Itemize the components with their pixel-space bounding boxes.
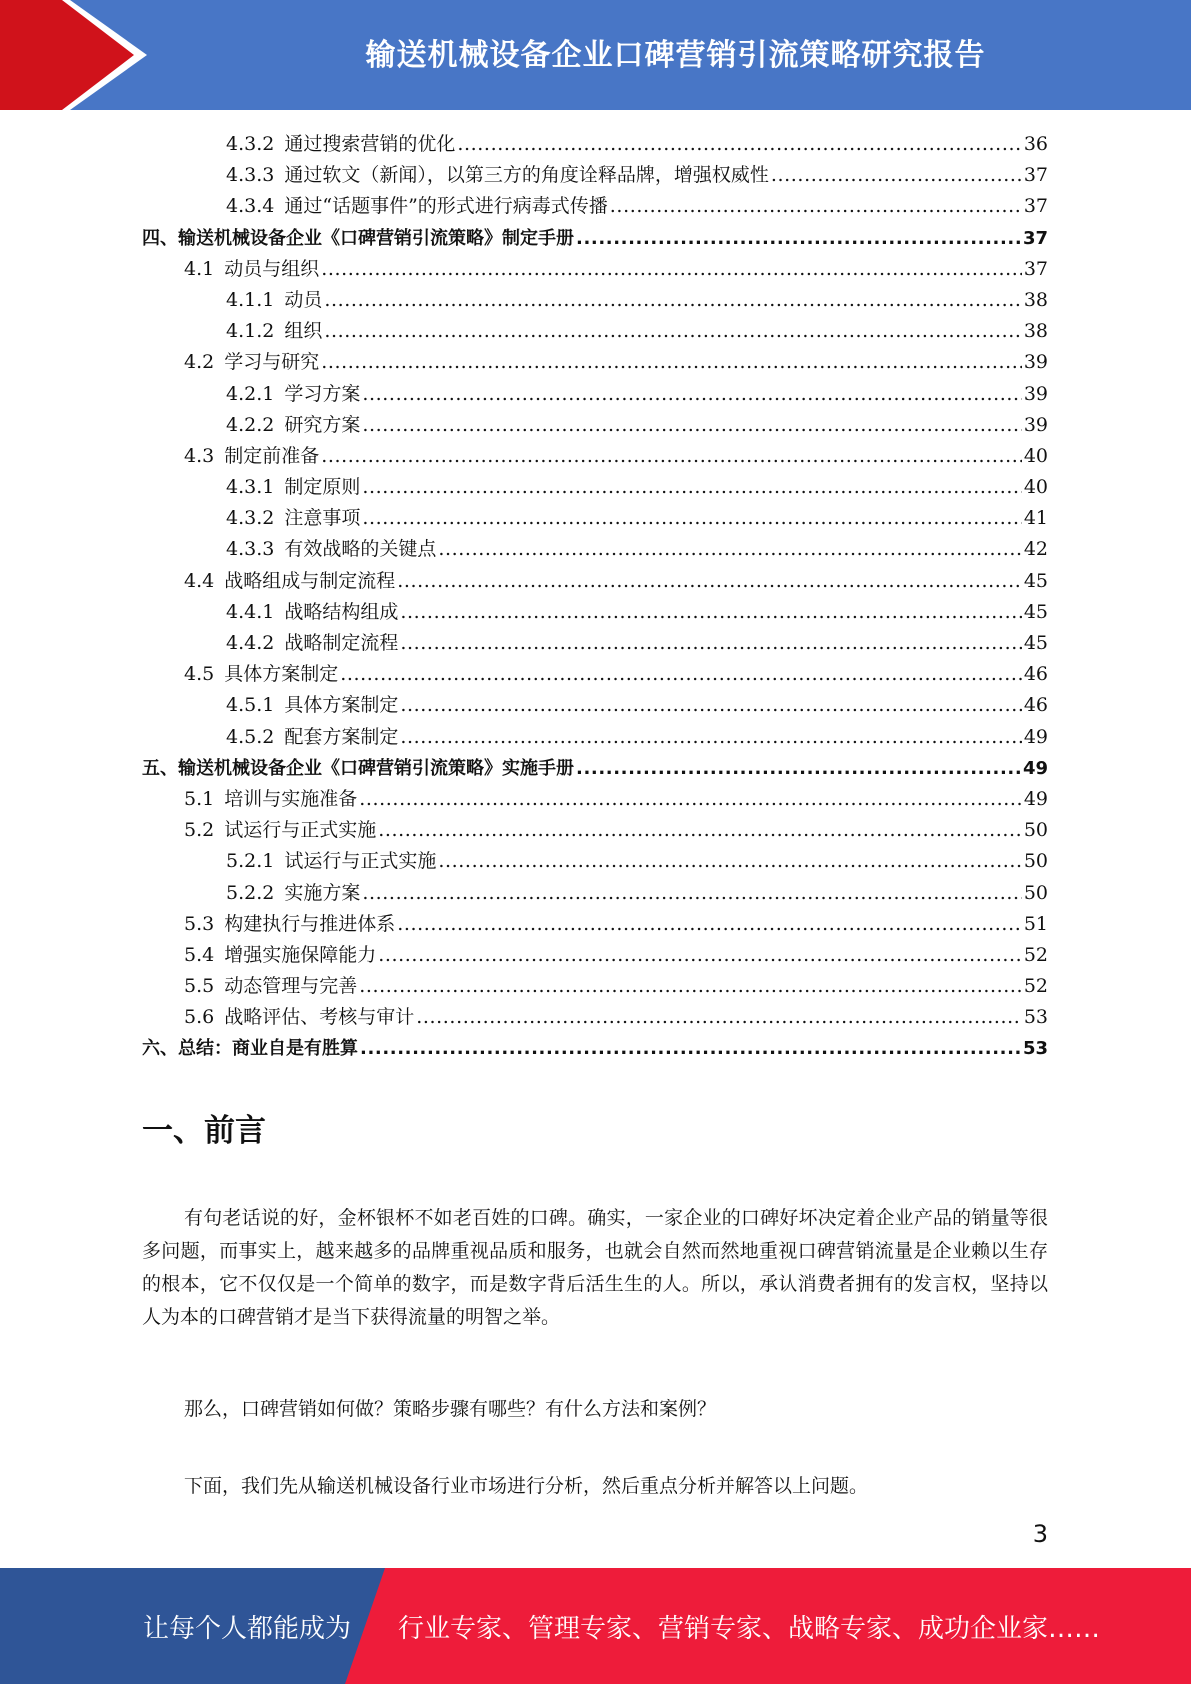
toc-entry-page: 52: [1023, 975, 1048, 998]
toc-entry-number: 4.2: [184, 351, 215, 374]
toc-entry-page: 37: [1023, 164, 1048, 187]
toc-entry[interactable]: [142, 722, 1048, 753]
toc-entry-title: 战略组成与制定流程: [224, 569, 396, 592]
toc-entry-page: 37: [1023, 195, 1048, 218]
toc-entry-title: 有效战略的关键点: [284, 538, 437, 561]
toc-entry-title: 通过搜索营销的优化: [284, 133, 456, 155]
toc-leader-dots: [438, 846, 1021, 877]
toc-leader-dots: [321, 254, 1022, 285]
toc-entry-number: 5.1: [184, 787, 215, 810]
toc-leader-dots: [771, 160, 1022, 191]
toc-entry-number: 5.2.2: [226, 881, 275, 904]
body-paragraph: 那么，口碑营销如何做？策略步骤有哪些？有什么方法和案例？: [184, 1398, 717, 1420]
toc-entry-page: 40: [1023, 476, 1048, 499]
toc-entry-title: 构建执行与推进体系: [224, 912, 396, 935]
toc-entry-page: 46: [1023, 694, 1048, 717]
toc-entry[interactable]: [142, 659, 1048, 690]
toc-entry[interactable]: [142, 566, 1048, 597]
toc-entry-number: 4.5.2: [226, 725, 275, 748]
toc-entry-title: 增强实施保障能力: [224, 943, 377, 966]
toc-entry[interactable]: [142, 472, 1048, 503]
toc-entry-title: 战略评估、考核与审计: [224, 1006, 415, 1029]
footer-slogan-right: 行业专家、管理专家、营销专家、战略专家、成功企业家……: [398, 1614, 1101, 1644]
toc-entry-page: 53: [1023, 1006, 1048, 1029]
toc-entry-number: 4.5: [184, 663, 215, 686]
toc-entry-number: 5.2.1: [226, 850, 275, 873]
toc-entry-page: 39: [1023, 382, 1048, 405]
toc-leader-dots: [576, 223, 1021, 254]
toc-entry-page: 49: [1022, 757, 1048, 779]
toc-entry-number: 4.3.4: [226, 195, 275, 218]
table-of-contents: [142, 129, 1048, 1065]
toc-entry[interactable]: [142, 690, 1048, 721]
toc-entry-page: 40: [1023, 444, 1048, 467]
toc-entry[interactable]: [142, 441, 1048, 472]
toc-entry-page: 41: [1023, 507, 1048, 530]
toc-entry[interactable]: [142, 410, 1048, 441]
toc-entry-number: 5.6: [184, 1006, 215, 1029]
toc-leader-dots: [324, 285, 1021, 316]
toc-entry-number: 4.3.2: [226, 133, 275, 155]
toc-entry[interactable]: [142, 534, 1048, 565]
toc-entry-number: 5.3: [184, 912, 215, 935]
page-footer: [0, 1568, 1191, 1684]
toc-entry-number: 4.2.2: [226, 413, 275, 436]
toc-entry[interactable]: [142, 191, 1048, 222]
toc-entry-title: 通过软文（新闻），以第三方的角度诠释品牌，增强权威性: [284, 164, 769, 187]
toc-entry-number: 4.3: [184, 444, 215, 467]
toc-entry-title: 学习方案: [284, 382, 361, 405]
toc-entry-page: 50: [1023, 881, 1048, 904]
toc-leader-dots: [438, 534, 1021, 565]
page-header: [0, 0, 1191, 110]
toc-entry-title: 具体方案制定: [284, 694, 399, 717]
document-title: 输送机械设备企业口碑营销引流策略研究报告: [365, 38, 986, 73]
body-paragraph: 有句老话说的好，金杯银杯不如老百姓的口碑。确实，一家企业的口碑好坏决定着企业产品的销量等很多问题，而事实上，越来越多的品牌重视品质和服务，也就会自然而然地重视口碑营销流量是企业赖以生存的根本，它不仅仅是一个简单的数字，而是数字背后活生生的人。所以，承认消费者拥有的发言权，坚持以人为本的口碑营销才是当下获得流量的明智之举。: [142, 1207, 1048, 1328]
toc-entry-page: 50: [1023, 819, 1048, 842]
toc-entry-number: 4.4.1: [226, 600, 275, 623]
toc-entry-title: 组织: [284, 320, 323, 343]
toc-entry-page: 51: [1023, 912, 1048, 935]
toc-entry-number: 4.3.3: [226, 538, 275, 561]
toc-leader-dots: [378, 815, 1022, 846]
toc-entry-page: 39: [1023, 413, 1048, 436]
toc-entry[interactable]: [142, 223, 1048, 254]
toc-entry[interactable]: [142, 347, 1048, 378]
toc-leader-dots: [362, 379, 1021, 410]
toc-leader-dots: [340, 659, 1022, 690]
toc-entry-page: 39: [1023, 351, 1048, 374]
toc-entry-page: 50: [1023, 850, 1048, 873]
toc-entry-page: 46: [1023, 663, 1048, 686]
toc-leader-dots: [362, 503, 1021, 534]
toc-entry-title: 试运行与正式实施: [284, 850, 437, 873]
toc-entry[interactable]: [142, 379, 1048, 410]
toc-entry-number: 4.3.2: [226, 507, 275, 530]
toc-leader-dots: [400, 628, 1021, 659]
toc-entry-page: 49: [1023, 725, 1048, 748]
toc-entry-page: 36: [1023, 133, 1048, 155]
body-paragraph: 下面，我们先从输送机械设备行业市场进行分析，然后重点分析并解答以上问题。: [184, 1475, 869, 1497]
toc-entry-title: 动态管理与完善: [224, 975, 358, 998]
toc-entry-title: 学习与研究: [224, 351, 320, 374]
toc-entry-page: 45: [1023, 632, 1048, 654]
toc-entry-title: 制定前准备: [224, 444, 320, 467]
toc-entry-page: 52: [1023, 943, 1048, 966]
toc-leader-dots: [362, 472, 1021, 503]
toc-entry[interactable]: [142, 316, 1048, 347]
toc-entry-page: 45: [1023, 569, 1048, 592]
toc-entry[interactable]: [142, 1033, 1048, 1064]
toc-entry[interactable]: [142, 1002, 1048, 1033]
toc-entry-page: 37: [1022, 227, 1048, 249]
toc-entry-number: 4.1.2: [226, 320, 275, 343]
toc-entry-title: 研究方案: [284, 413, 361, 436]
toc-entry-title: 战略结构组成: [284, 600, 399, 623]
toc-entry[interactable]: [142, 784, 1048, 815]
toc-entry-number: 4.4: [184, 569, 215, 592]
toc-leader-dots: [400, 690, 1021, 721]
toc-entry-title: 动员与组织: [224, 257, 320, 280]
toc-entry[interactable]: [142, 160, 1048, 191]
header-arrow-icon: [0, 0, 170, 110]
toc-entry-page: 49: [1023, 787, 1048, 810]
toc-entry[interactable]: [142, 628, 1048, 659]
toc-leader-dots: [610, 191, 1022, 222]
toc-entry-title: 五、输送机械设备企业《口碑营销引流策略》实施手册: [142, 757, 574, 779]
toc-entry-number: 4.4.2: [226, 632, 275, 654]
toc-leader-dots: [359, 784, 1022, 815]
toc-entry-number: 4.3.1: [226, 476, 275, 499]
toc-entry-number: 5.2: [184, 819, 215, 842]
toc-entry-page: 42: [1023, 538, 1048, 561]
toc-entry-number: 4.3.3: [226, 164, 275, 187]
toc-entry-title: 培训与实施准备: [224, 787, 358, 810]
toc-entry[interactable]: [142, 129, 1048, 160]
toc-entry-title: 战略制定流程: [284, 632, 399, 654]
toc-leader-dots: [359, 971, 1022, 1002]
page-number: 3: [1032, 1520, 1048, 1548]
toc-entry-number: 4.5.1: [226, 694, 275, 717]
toc-leader-dots: [362, 410, 1021, 441]
toc-entry-title: 实施方案: [284, 881, 361, 904]
toc-leader-dots: [324, 316, 1021, 347]
toc-entry-page: 38: [1023, 288, 1048, 311]
toc-entry-title: 试运行与正式实施: [224, 819, 377, 842]
toc-entry-page: 45: [1023, 600, 1048, 623]
toc-leader-dots: [576, 753, 1021, 784]
toc-entry-title: 注意事项: [284, 507, 361, 530]
toc-entry-page: 38: [1023, 320, 1048, 343]
toc-entry-title: 六、总结：商业自是有胜算: [142, 1038, 358, 1060]
toc-entry[interactable]: [142, 971, 1048, 1002]
toc-leader-dots: [360, 1033, 1021, 1064]
toc-entry-title: 具体方案制定: [224, 663, 339, 686]
toc-entry-title: 制定原则: [284, 476, 361, 499]
toc-leader-dots: [457, 129, 1021, 160]
toc-entry-title: 通过“话题事件”的形式进行病毒式传播: [284, 195, 608, 218]
section-heading: 一、前言: [142, 1113, 266, 1149]
toc-entry[interactable]: [142, 753, 1048, 784]
toc-leader-dots: [397, 566, 1022, 597]
toc-entry-title: 动员: [284, 288, 323, 311]
toc-entry-title: 四、输送机械设备企业《口碑营销引流策略》制定手册: [142, 227, 574, 249]
toc-entry[interactable]: [142, 940, 1048, 971]
toc-leader-dots: [321, 441, 1022, 472]
toc-entry[interactable]: [142, 254, 1048, 285]
toc-leader-dots: [378, 940, 1022, 971]
toc-entry-number: 5.4: [184, 943, 215, 966]
toc-leader-dots: [416, 1002, 1022, 1033]
toc-entry-number: 5.5: [184, 975, 215, 998]
toc-entry-number: 4.2.1: [226, 382, 275, 405]
toc-leader-dots: [321, 347, 1022, 378]
toc-entry-page: 53: [1022, 1038, 1048, 1060]
toc-entry-page: 37: [1023, 257, 1048, 280]
toc-entry[interactable]: [142, 285, 1048, 316]
toc-entry[interactable]: [142, 815, 1048, 846]
toc-entry[interactable]: [142, 597, 1048, 628]
toc-entry-title: 配套方案制定: [284, 725, 399, 748]
toc-entry-number: 4.1: [184, 257, 215, 280]
toc-leader-dots: [400, 597, 1021, 628]
toc-leader-dots: [400, 722, 1021, 753]
toc-leader-dots: [397, 909, 1022, 940]
toc-leader-dots: [362, 878, 1021, 909]
toc-entry[interactable]: [142, 503, 1048, 534]
toc-entry[interactable]: [142, 909, 1048, 940]
toc-entry-number: 4.1.1: [226, 288, 275, 311]
toc-entry[interactable]: [142, 878, 1048, 909]
toc-entry[interactable]: [142, 846, 1048, 877]
footer-slogan-left: 让每个人都能成为: [143, 1614, 352, 1644]
